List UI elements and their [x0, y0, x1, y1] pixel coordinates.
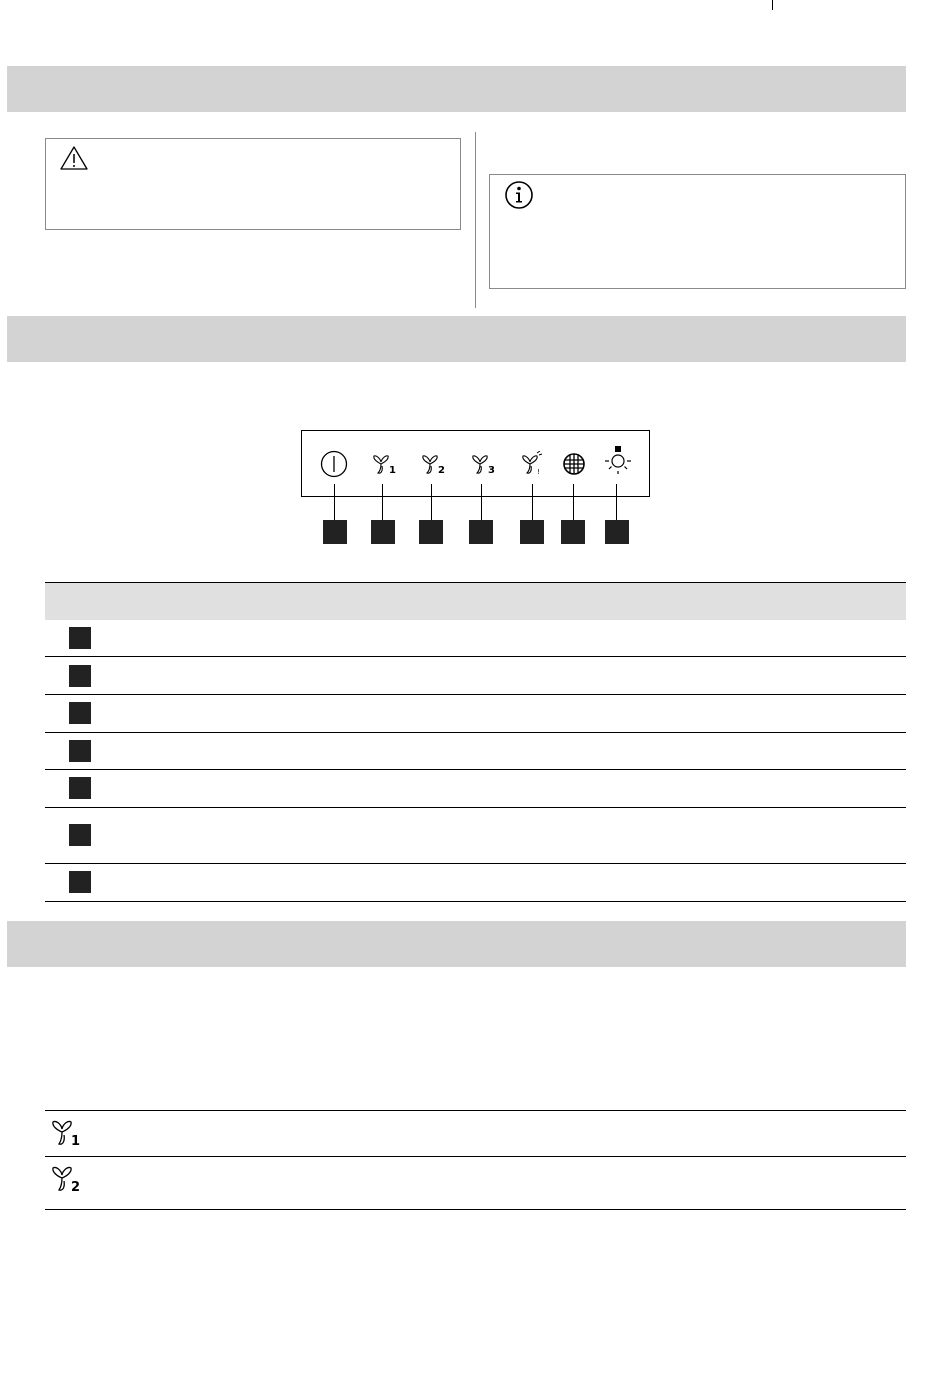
- callout-number-box: [323, 520, 347, 544]
- callout-bar: [334, 496, 617, 497]
- page-top-tick: [772, 0, 773, 10]
- column-divider: [475, 132, 476, 308]
- table-row: [45, 695, 906, 733]
- table-row: [45, 1156, 906, 1210]
- fan-speed-2-icon: [51, 1165, 85, 1193]
- callout-line: [481, 484, 482, 520]
- callout-number-box: [371, 520, 395, 544]
- callout-number-box: [419, 520, 443, 544]
- svg-text:1: 1: [71, 1134, 81, 1147]
- callout-line: [532, 484, 533, 520]
- svg-text:2: 2: [71, 1180, 81, 1193]
- svg-text:1: 1: [389, 465, 396, 475]
- section-band-3: [7, 921, 906, 967]
- info-circle-icon: [504, 180, 534, 210]
- callout-number-box: [520, 520, 544, 544]
- grease-filter-icon[interactable]: [562, 452, 586, 476]
- fan-intensive-icon[interactable]: [520, 451, 546, 477]
- fan-speed-1-icon[interactable]: [372, 453, 398, 475]
- row-number-box: [69, 871, 91, 893]
- info-box: [489, 174, 906, 289]
- fan-speed-1-icon: [51, 1119, 85, 1147]
- row-number-box: [69, 627, 91, 649]
- table-row: [45, 808, 906, 864]
- control-panel: [301, 430, 650, 497]
- callout-line: [573, 484, 574, 520]
- table-row: [45, 1110, 906, 1157]
- light-bulb-icon[interactable]: [603, 445, 633, 477]
- callout-line: [334, 484, 335, 520]
- callout-number-box: [469, 520, 493, 544]
- table-row: [45, 770, 906, 808]
- warning-triangle-icon: [59, 145, 89, 171]
- callout-number-box: [561, 520, 585, 544]
- row-number-box: [69, 740, 91, 762]
- row-number-box: [69, 777, 91, 799]
- legend-table-header: [45, 582, 906, 620]
- table-row: [45, 733, 906, 770]
- fan-speed-3-icon[interactable]: [471, 453, 497, 475]
- callout-line: [616, 484, 617, 520]
- table-row: [45, 619, 906, 657]
- callout-number-box: [605, 520, 629, 544]
- table-row: [45, 864, 906, 902]
- section-band-2: [7, 316, 906, 362]
- power-icon[interactable]: [320, 450, 348, 478]
- callout-line: [382, 484, 383, 520]
- page-top-rule: [0, 0, 950, 10]
- svg-text:3: 3: [488, 465, 495, 475]
- warning-box: [45, 138, 461, 230]
- row-number-box: [69, 665, 91, 687]
- callout-line: [431, 484, 432, 520]
- row-number-box: [69, 702, 91, 724]
- section-band-1: [7, 66, 906, 112]
- table-row: [45, 657, 906, 695]
- row-number-box: [69, 824, 91, 846]
- svg-text:!: !: [537, 468, 540, 476]
- fan-speed-2-icon[interactable]: [421, 453, 447, 475]
- svg-text:2: 2: [438, 465, 445, 475]
